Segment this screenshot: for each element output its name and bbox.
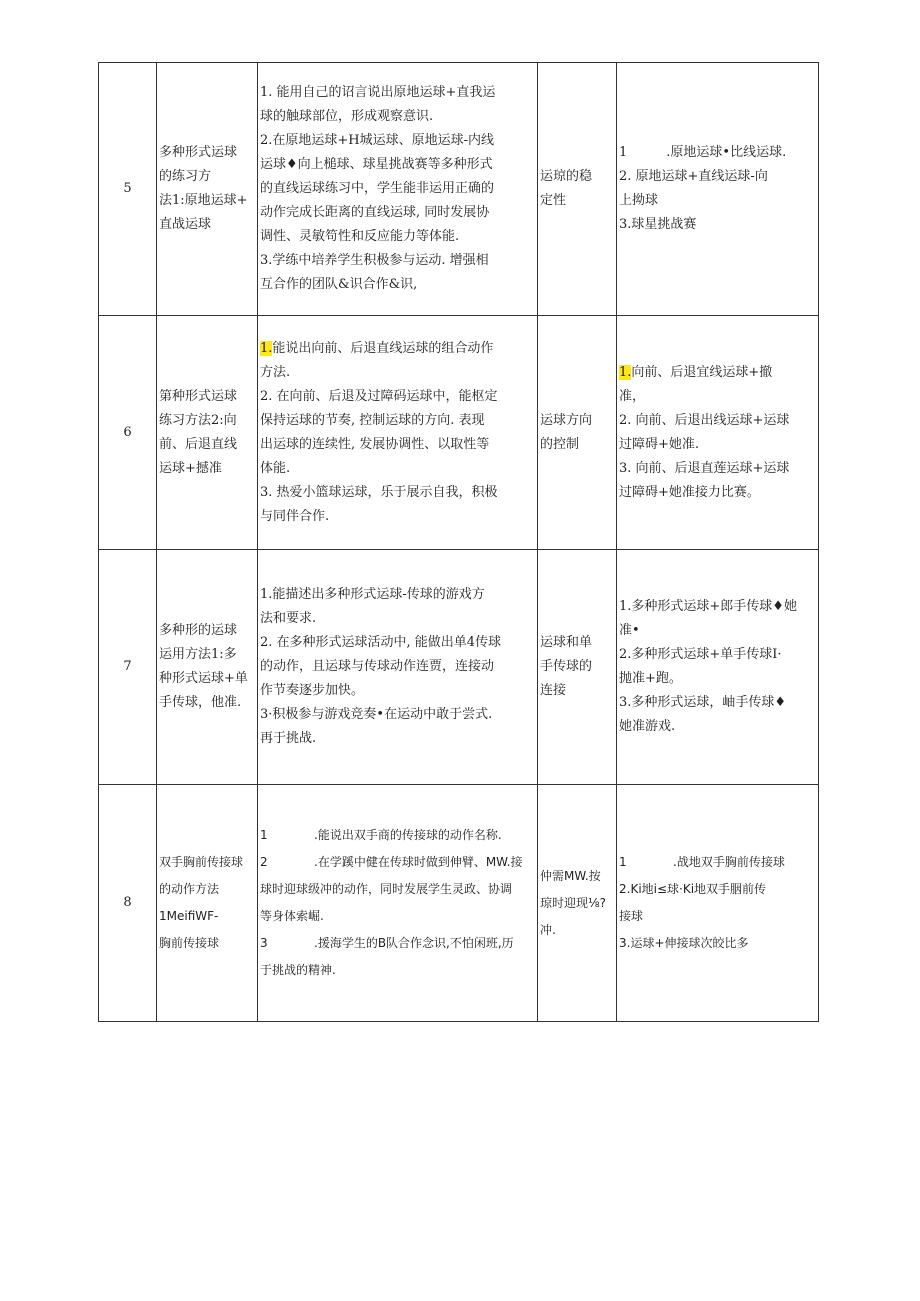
goal-line (260, 903, 535, 930)
focus-line: 仲需MW.按 (540, 868, 601, 883)
topic-line: 的动作方法 (159, 882, 220, 896)
topic-line: 双手胸前传接球 (159, 855, 244, 869)
lesson-number-cell (99, 550, 157, 785)
topic-line: 胸前传接球 (159, 936, 220, 950)
method-line-text: .战地双手胸前传接球 (673, 855, 785, 869)
topic-cell (157, 63, 258, 316)
goal-line: 2. 在向前、后退及过障码运球中，能枢定 (260, 388, 498, 404)
goal-line (260, 930, 535, 957)
topic-line: 种形式运球+单 (159, 671, 248, 686)
topic-line: 的练习方 (159, 169, 212, 184)
goal-line: 法和要求. (260, 611, 317, 626)
goal-line: 3·积极参与游戏竞奏•在运动中敢于尝式. (260, 707, 493, 722)
method-line: 3.球星挑战赛 (619, 217, 697, 232)
goal-line (260, 822, 535, 849)
topic-line: 多种形的运球 (159, 623, 238, 638)
focus-line: 琼时迎现⅛? (540, 895, 607, 910)
goal-line (260, 337, 535, 361)
focus-line: 运球和单 (540, 635, 593, 650)
topic-line: 直战运球 (159, 217, 212, 232)
goal-number: 2 (260, 855, 268, 869)
goal-line: 运球♦向上槌球、球星挑战赛等多种形式 (260, 157, 493, 172)
method-line (619, 849, 816, 876)
method-line: 准• (619, 623, 640, 638)
table-row (99, 785, 819, 1022)
goals-cell (258, 63, 538, 316)
goal-line: 2.在原地运球+H城运球、原地运球-内线 (260, 133, 495, 148)
focus-line: 冲. (540, 922, 556, 937)
goal-line: 保持运球的节奏, 控制运球的方向. 表现 (260, 412, 485, 428)
focus-cell (538, 785, 617, 1022)
method-line-text: 3.运球+伸接球次皎比多 (619, 936, 749, 950)
focus-line: 手传球的 (540, 659, 593, 674)
method-line: 2. 向前、后退出线运球+运球 (619, 412, 790, 428)
lesson-number-cell (99, 63, 157, 316)
method-line: 过障碍+她准. (619, 436, 700, 452)
goal-line-text: 能说出向前、后退直线运球的组合动作 (272, 340, 494, 356)
method-line: 3. 向前、后退直莲运球+运球 (619, 460, 790, 476)
topic-line: 练习方法2:向 (159, 412, 237, 428)
focus-cell (538, 316, 617, 550)
goal-line: 的直线运球练习中，学生能非运用正确的 (260, 181, 495, 196)
goal-line (260, 849, 535, 876)
topic-line: 手传球，他准. (159, 695, 242, 710)
method-line: 抛准+跑。 (619, 671, 682, 686)
goal-line: 与同伴合作. (260, 508, 330, 524)
goals-cell (258, 316, 538, 550)
topic-cell (157, 785, 258, 1022)
method-line: 1.多种形式运球+郎手传球♦她 (619, 599, 797, 614)
method-line: 3.多种形式运球，岫手传球♦ (619, 695, 787, 710)
method-line: 过障碍+她准接力比赛。 (619, 484, 760, 500)
method-line (619, 361, 816, 385)
goal-line: 作节奏逐步加快。 (260, 683, 365, 698)
highlight-mark: 1. (619, 364, 632, 380)
topic-line: 法1:原地运球+ (159, 193, 248, 208)
method-number: 1 (619, 855, 627, 869)
goal-line: 3. 热爱小篮球运球，乐于展示自我，积极 (260, 484, 498, 500)
highlight-mark: 1. (260, 340, 273, 356)
topic-line: 第种形式运球 (159, 388, 238, 404)
goal-line: 互合作的团队&识合作&识, (260, 277, 418, 292)
method-line (619, 876, 816, 903)
goals-cell (258, 550, 538, 785)
goal-line: 出运球的连续性, 发展协调性、以取性等 (260, 436, 490, 452)
goal-line-text: 等身体索崛. (260, 909, 324, 923)
method-line-text: 2.Ki地i≤球·Ki地双手胭前传 (619, 882, 767, 896)
method-line (619, 930, 816, 957)
lesson-number: 8 (123, 895, 132, 910)
goal-line: 1.能描述出多种形式运球-传球的游戏方 (260, 587, 485, 602)
topic-cell (157, 316, 258, 550)
topic-cell (157, 550, 258, 785)
goal-line: 再于挑战. (260, 731, 317, 746)
goal-number: 3 (260, 936, 268, 950)
methods-cell (617, 316, 819, 550)
method-line: 2.多种形式运球+单手传球I· (619, 647, 782, 662)
goal-line-text: 球时迎球级冲的动作，同时发展学生灵政、协调 (260, 882, 513, 896)
lesson-number-cell (99, 316, 157, 550)
goal-line: 动作完成长距离的直线运球, 同时发展协 (260, 205, 490, 220)
goal-line-text: .在学蹊中健在传球时做到伸臂、MW.接 (314, 855, 523, 869)
focus-cell (538, 63, 617, 316)
focus-line: 运琼的稳 (540, 169, 593, 184)
lesson-number-cell (99, 785, 157, 1022)
method-line-text: 向前、后退宜线运球+撤 (631, 364, 773, 380)
table-row (99, 316, 819, 550)
lesson-plan-table (98, 62, 819, 1022)
method-line-text: 接球 (619, 909, 644, 923)
method-line: 1 .原地运球•比线运球. (619, 145, 787, 160)
goal-line (260, 876, 535, 903)
goal-line: 1. 能用自己的诏言说出原地运球+直我运 (260, 85, 496, 100)
goal-line: 3.学练中培养学生积极参与运动. 增强相 (260, 253, 489, 268)
goal-line-text: .能说出双手商的传接球的动作名称. (314, 828, 502, 842)
focus-line: 的控制 (540, 436, 580, 452)
table-row (99, 63, 819, 316)
method-line: 她准游戏. (619, 719, 676, 734)
topic-line: 运球+撼准 (159, 460, 222, 476)
goal-line: 体能. (260, 460, 291, 476)
methods-cell (617, 785, 819, 1022)
goal-line-text: .援海学生的B队合作念识,不怕闲班,历 (314, 936, 514, 950)
goal-line: 球的触球部位，形成观察意识. (260, 109, 434, 124)
focus-line: 连接 (540, 683, 567, 698)
topic-line: 多种形式运球 (159, 145, 238, 160)
goal-line: 2. 在多种形式运球活动中, 能做出单4传球 (260, 635, 502, 650)
table-row (99, 550, 819, 785)
goal-line (260, 957, 535, 984)
goal-number: 1 (260, 828, 268, 842)
goal-line: 的动作，且运球与传球动作连贾，连接动 (260, 659, 495, 674)
goals-cell (258, 785, 538, 1022)
goal-line-text: 于挑战的精神. (260, 963, 336, 977)
lesson-number: 6 (123, 424, 132, 440)
lesson-number: 5 (123, 181, 132, 196)
method-line: 准， (619, 388, 646, 404)
topic-line: 1MeifiWF- (159, 909, 219, 923)
focus-line: 定性 (540, 193, 567, 208)
method-line: 上拗球 (619, 193, 659, 208)
lesson-number: 7 (123, 659, 132, 674)
topic-line: 前、后退直线 (159, 436, 238, 452)
focus-cell (538, 550, 617, 785)
goal-line: 方法. (260, 364, 291, 380)
method-line (619, 903, 816, 930)
goal-line: 调性、灵敏笱性和反应能力等体能. (260, 229, 460, 244)
method-line: 2. 原地运球+直线运球-向 (619, 169, 768, 184)
methods-cell (617, 550, 819, 785)
topic-line: 运用方法1:多 (159, 647, 237, 662)
methods-cell (617, 63, 819, 316)
focus-line: 运球方向 (540, 412, 593, 428)
